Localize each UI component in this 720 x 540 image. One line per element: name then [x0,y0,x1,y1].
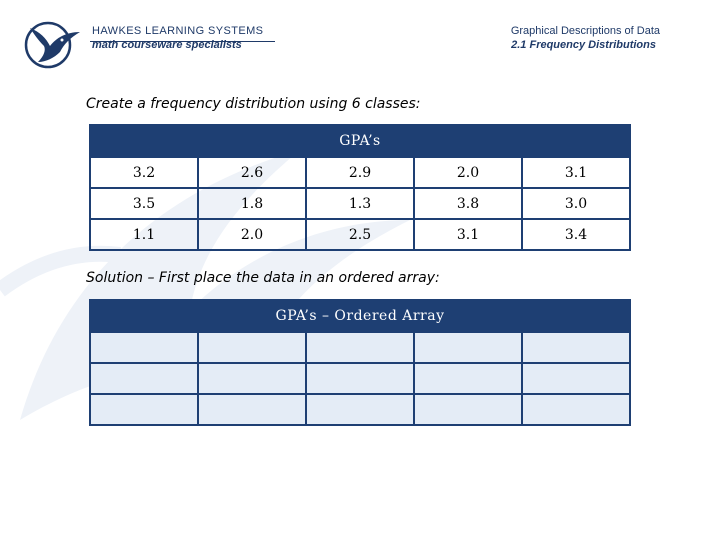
brand-name: HAWKES LEARNING SYSTEMS [92,25,264,37]
table-row [90,394,630,425]
problem-prompt: Create a frequency distribution using 6 classes: [86,96,421,112]
ordered-table-title: GPA’s – Ordered Array [90,300,630,332]
table-cell: 3.0 [522,188,630,219]
table-cell: 1.8 [198,188,306,219]
table-cell: 2.0 [198,219,306,250]
gpa-table-title: GPA’s [90,125,630,157]
table-row [90,157,630,188]
answer-cell[interactable] [90,363,198,394]
section-title: Graphical Descriptions of Data [510,25,660,37]
table-cell: 3.4 [522,219,630,250]
table-row [90,332,630,363]
table-row [90,363,630,394]
section-subtitle: 2.1 Frequency Distributions [511,39,656,51]
brand-tagline: math courseware specialists [92,39,242,51]
table-cell: 2.9 [306,157,414,188]
answer-cell[interactable] [522,332,630,363]
table-cell: 2.0 [414,157,522,188]
table-row [90,219,630,250]
table-cell: 3.8 [414,188,522,219]
answer-cell[interactable] [306,394,414,425]
answer-cell[interactable] [414,363,522,394]
answer-cell[interactable] [90,394,198,425]
table-cell: 3.5 [90,188,198,219]
answer-cell[interactable] [522,394,630,425]
answer-cell[interactable] [522,363,630,394]
table-cell: 2.5 [306,219,414,250]
answer-cell[interactable] [414,394,522,425]
answer-cell[interactable] [198,394,306,425]
answer-cell[interactable] [306,332,414,363]
table-row [90,188,630,219]
table-cell: 3.1 [522,157,630,188]
table-cell: 1.3 [306,188,414,219]
gpa-table [89,124,631,251]
answer-cell[interactable] [414,332,522,363]
answer-cell[interactable] [306,363,414,394]
answer-cell[interactable] [198,332,306,363]
table-cell: 1.1 [90,219,198,250]
table-cell: 2.6 [198,157,306,188]
answer-cell[interactable] [90,332,198,363]
answer-cell[interactable] [198,363,306,394]
eagle-logo-icon [24,18,82,70]
table-cell: 3.1 [414,219,522,250]
ordered-array-table [89,299,631,426]
solution-text: Solution – First place the data in an ordered array: [86,270,440,286]
table-cell: 3.2 [90,157,198,188]
